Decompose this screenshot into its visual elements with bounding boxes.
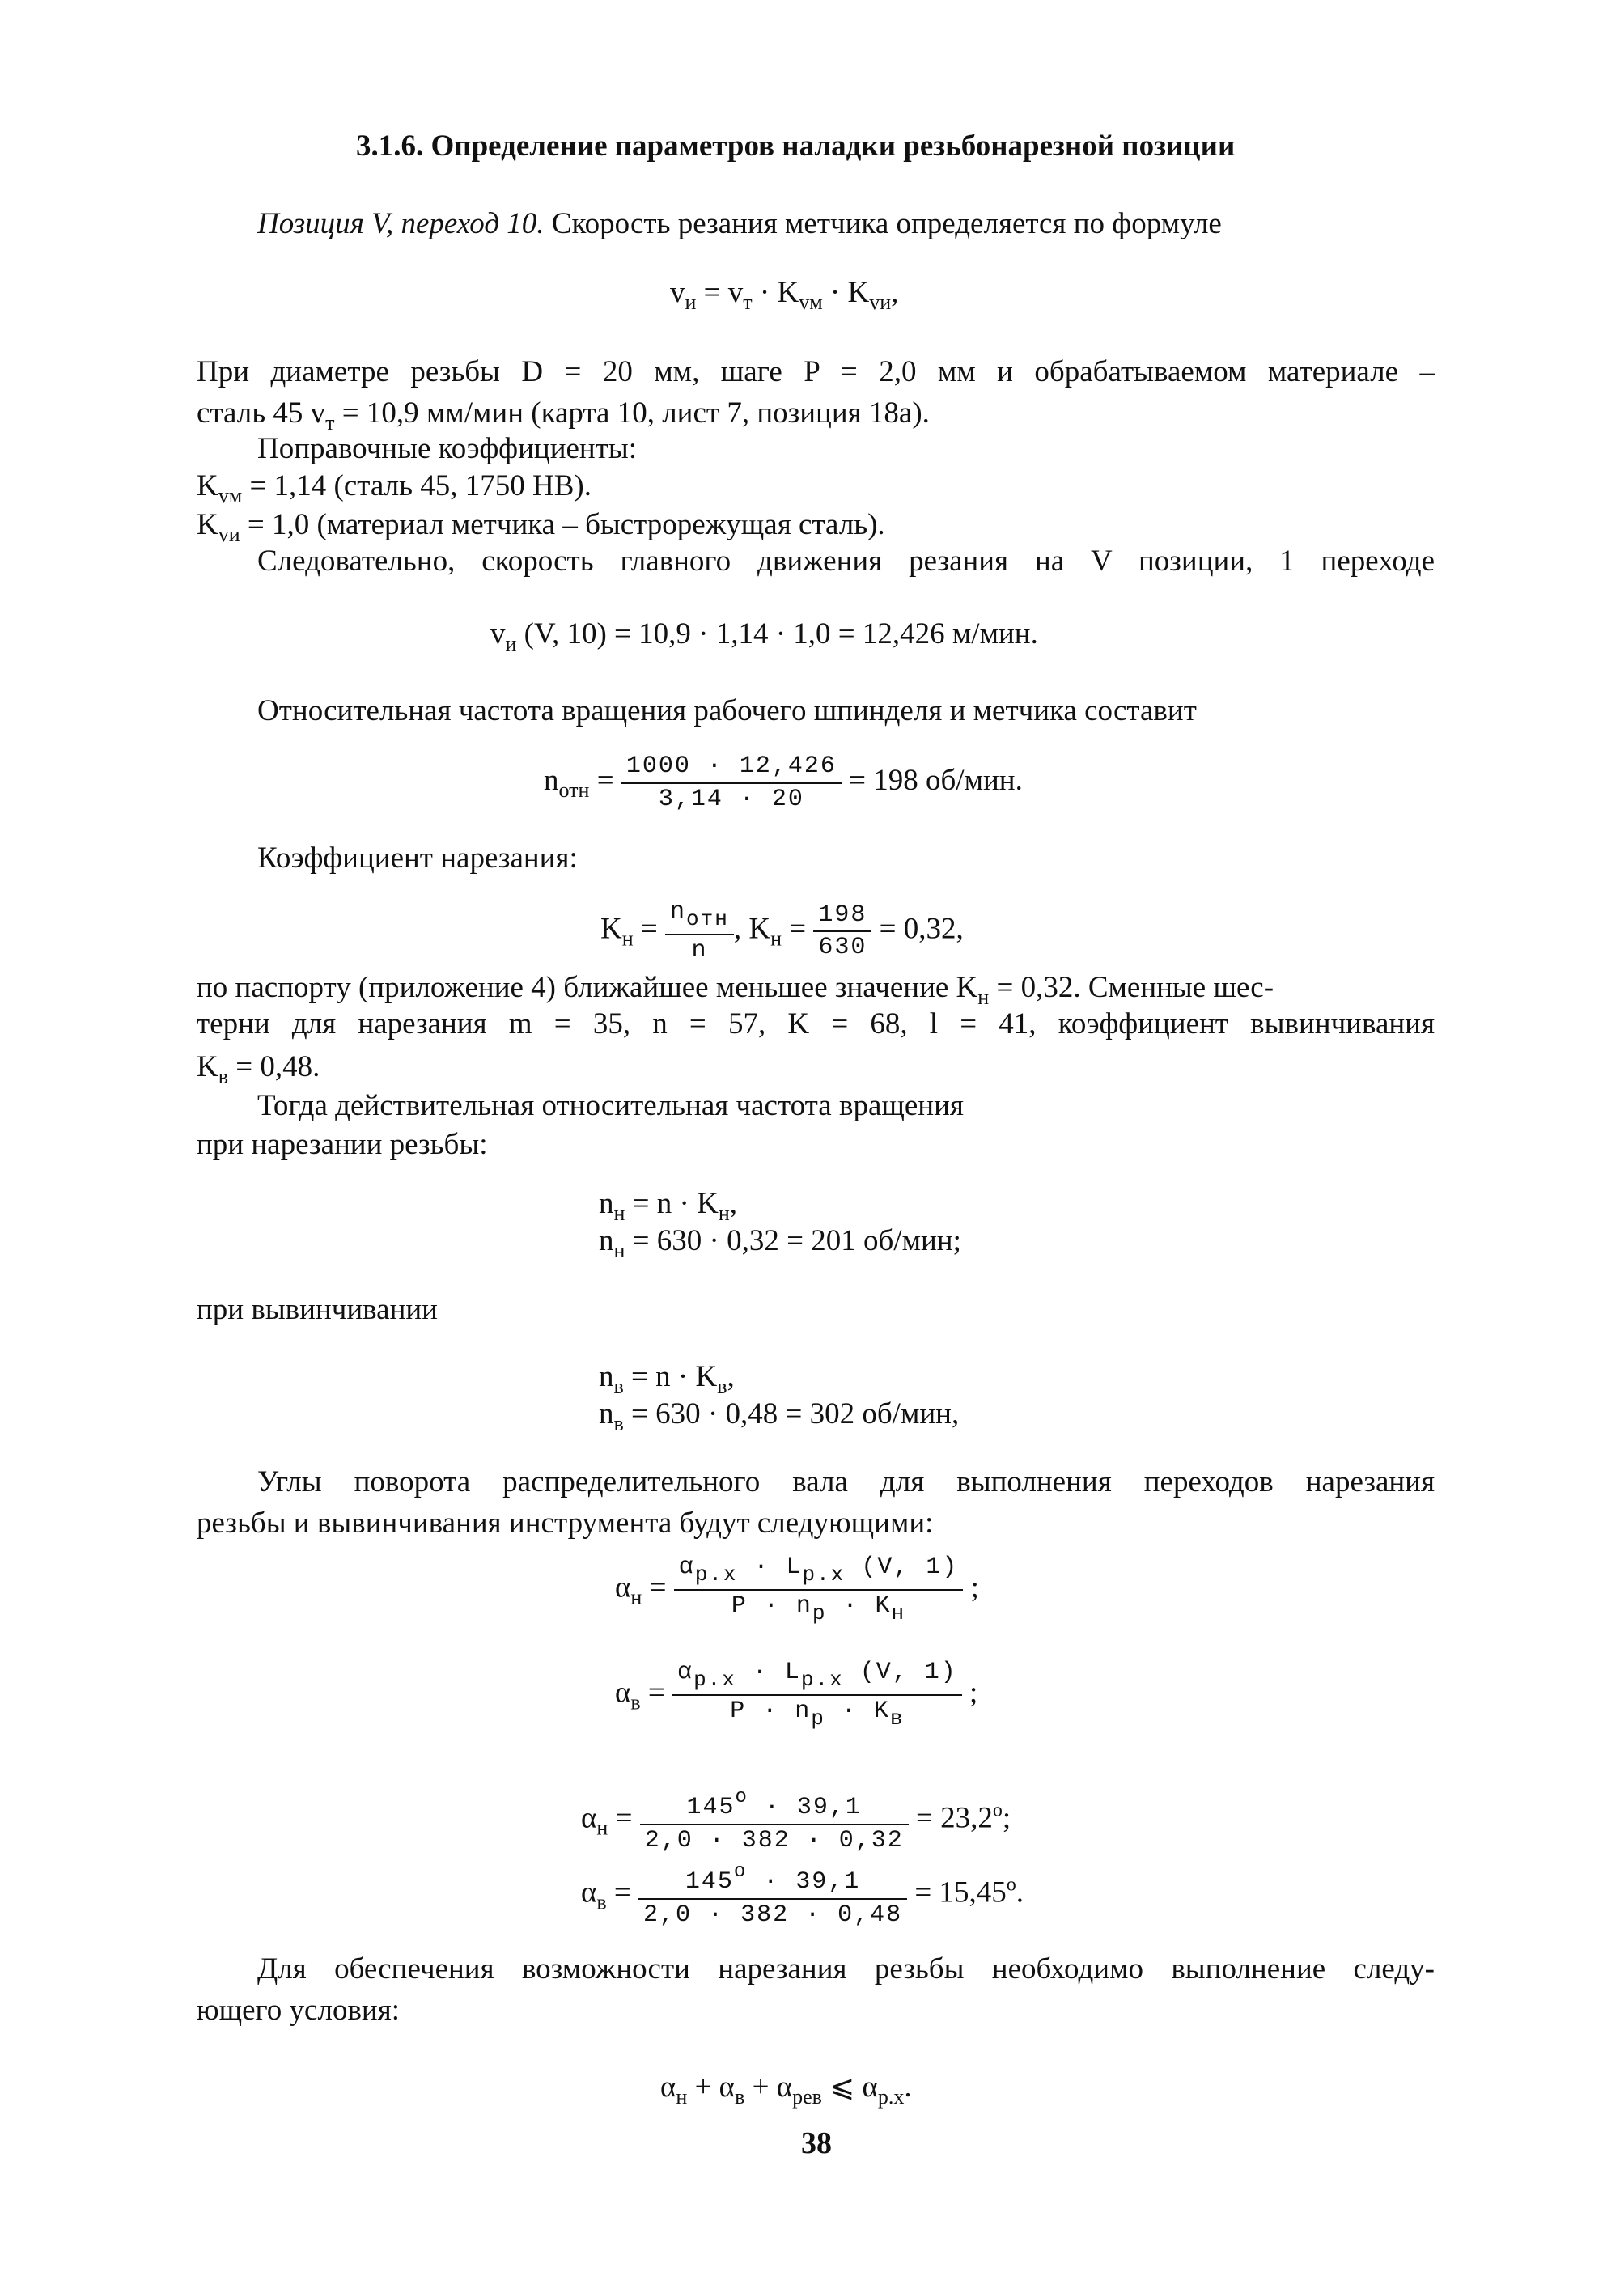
- kvi-line: $K_{vи} = 1,0$ (материал метчика – быстрорежущая сталь).: [197, 508, 885, 546]
- formula-condition: $\alpha_н + \alpha_в + \alpha_{рев}$ ⩽ $\alpha_{р.х}$.: [660, 2070, 912, 2109]
- formula-av-calc: $\alpha_в$ = $\frac{145^о \cdot 39,1}{2,0 \cdot 382 \cdot 0,48}$ = $15,45^о$.: [581, 1861, 1024, 1929]
- para1-line2: сталь 45 $v_т = 10,9$ мм/мин (карта 10, лист 7, позиция 18а).: [197, 396, 930, 434]
- unscrew-label: при вывинчивании: [197, 1293, 438, 1326]
- intro-italic: Позиция V, переход 10.: [257, 207, 545, 240]
- formula-nn2: $n_н = 630 \cdot 0,32 = 201$ об/мин;: [599, 1224, 961, 1262]
- coef-title: Поправочные коэффициенты:: [257, 432, 638, 465]
- section-heading: 3.1.6. Определение параметров наладки резьбонарезной позиции: [356, 129, 1236, 163]
- intro-rest: Скорость резания метчика определяется по формуле: [544, 207, 1222, 240]
- rel-freq-line: Относительная частота вращения рабочего шпинделя и метчика составит: [257, 694, 1197, 727]
- passport-line3: $K_в = 0,48$.: [197, 1050, 320, 1088]
- kn-title: Коэффициент нарезания:: [257, 841, 578, 875]
- formula-nv2: $n_в = 630 \cdot 0,48 = 302$ об/мин,: [599, 1397, 960, 1435]
- passport-line1: по паспорту (приложение 4) ближайшее меньшее значение $K_н = 0,32$. Сменные шес-: [197, 971, 1274, 1009]
- formula-kn: $K_н$ = $\frac{\text{nотн}}{n}$ , $K_н$ = $\frac{198}{630}$ = 0,32,: [600, 898, 964, 964]
- angles-line1: Углы поворота распределительного вала для выполнения переходов нарезания: [257, 1465, 1435, 1498]
- angles-line2: резьбы и вывинчивания инструмента будут следующими:: [197, 1507, 934, 1540]
- formula-v: $v_и = v_т \cdot K_{vм} \cdot K_{vи}$,: [670, 276, 899, 314]
- formula-v-calc: $v_и$ (V, 10) = 10,9 · 1,14 · 1,0 = 12,426 м/мин.: [490, 617, 1038, 655]
- then-line2: при нарезании резьбы:: [197, 1128, 488, 1161]
- para1-line1: При диаметре резьбы D = 20 мм, шаге P = 2,0 мм и обрабатываемом материале –: [197, 355, 1435, 388]
- passport-line2: терни для нарезания m = 35, n = 57, K = 68, l = 41, коэффициент вывинчивания: [197, 1007, 1435, 1041]
- formula-nn1: $n_н = n \cdot K_н$,: [599, 1187, 738, 1225]
- kvm-line: $K_{vм} = 1,14$ (сталь 45, 1750 HB).: [197, 469, 592, 507]
- formula-an-calc: $\alpha_н$ = $\frac{145^о \cdot 39,1}{2,0 \cdot 382 \cdot 0,32}$ = $23,2^о$;: [581, 1787, 1011, 1854]
- consequently-line: Следовательно, скорость главного движения резания на V позиции, 1 переходе: [257, 545, 1435, 578]
- condition-line2: ющего условия:: [197, 1994, 401, 2027]
- intro-line: [257, 207, 1222, 242]
- formula-an: $\alpha_н$ = $\frac{\alpha р.х \cdot Lр.х (V, 1)}{P \cdot nр \cdot Kн}$ ;: [615, 1553, 979, 1625]
- page-number: 38: [801, 2126, 832, 2160]
- formula-nv1: $n_в = n \cdot K_в$,: [599, 1360, 735, 1398]
- condition-line1: Для обеспечения возможности нарезания резьбы необходимо выполнение следу-: [257, 1952, 1435, 1986]
- formula-av: $\alpha_в$ = $\frac{\alpha р.х \cdot Lр.х (V, 1)}{P \cdot nр \cdot Kв}$ ;: [615, 1659, 978, 1731]
- formula-notn: $n_{отн}$ = $\frac{1000 \cdot 12,426}{3,14 \cdot 20}$ = 198 об/мин.: [544, 752, 1023, 813]
- then-line1: Тогда действительная относительная частота вращения: [257, 1089, 964, 1122]
